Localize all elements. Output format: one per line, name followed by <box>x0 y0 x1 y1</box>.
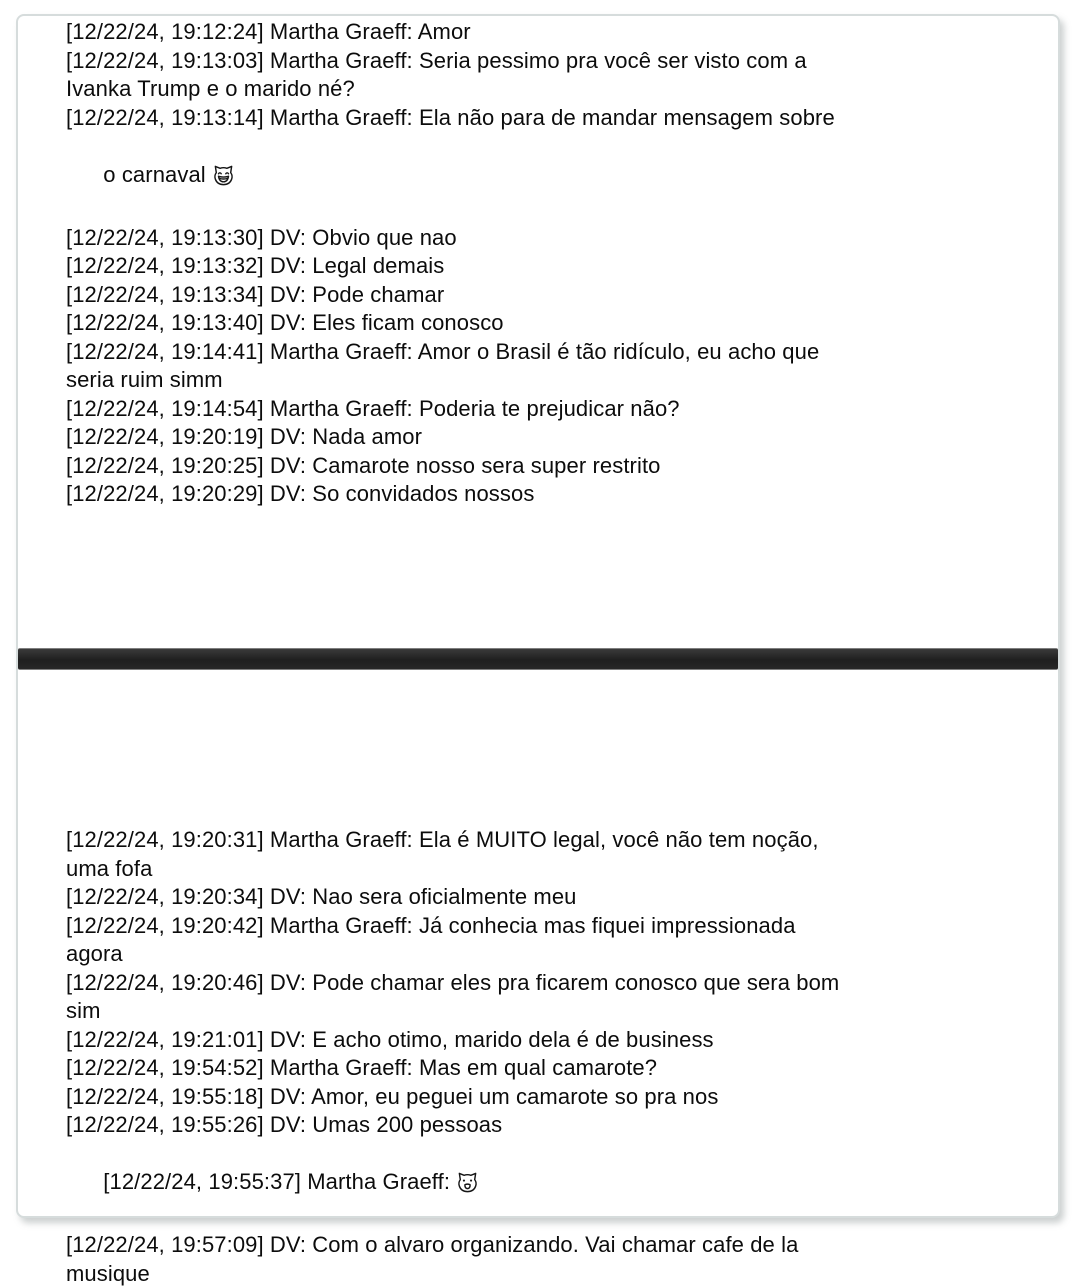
chat-line: [12/22/24, 19:20:29] DV: So convidados nossos <box>66 480 1028 509</box>
chat-line: [12/22/24, 19:55:26] DV: Umas 200 pessoas <box>66 1111 1028 1140</box>
chat-line <box>66 132 1028 218</box>
chat-line: [12/22/24, 19:12:24] Martha Graeff: Amor <box>66 18 1028 47</box>
weary-cat-emoji-icon <box>456 1171 479 1194</box>
page-break-separator <box>18 648 1058 670</box>
chat-transcript-page-1 <box>66 18 1028 509</box>
chat-line-text: [12/22/24, 19:55:37] Martha Graeff: <box>103 1169 450 1194</box>
chat-line: [12/22/24, 19:20:46] DV: Pode chamar eles pra ficarem conosco que sera bom <box>66 969 1028 998</box>
chat-line: [12/22/24, 19:20:31] Martha Graeff: Ela é MUITO legal, você não tem noção, <box>66 826 1028 855</box>
chat-line: [12/22/24, 19:55:18] DV: Amor, eu peguei um camarote so pra nos <box>66 1083 1028 1112</box>
chat-line: [12/22/24, 19:21:01] DV: E acho otimo, marido dela é de business <box>66 1026 1028 1055</box>
chat-line: [12/22/24, 19:13:14] Martha Graeff: Ela não para de mandar mensagem sobre <box>66 104 1028 133</box>
chat-line: agora <box>66 940 1028 969</box>
chat-line: uma fofa <box>66 855 1028 884</box>
chat-line: seria ruim simm <box>66 366 1028 395</box>
chat-line: [12/22/24, 19:13:32] DV: Legal demais <box>66 252 1028 281</box>
chat-line: [12/22/24, 19:14:41] Martha Graeff: Amor o Brasil é tão ridículo, eu acho que <box>66 338 1028 367</box>
chat-line: [12/22/24, 19:57:09] DV: Com o alvaro organizando. Vai chamar cafe de la <box>66 1231 1028 1260</box>
chat-line: [12/22/24, 19:20:25] DV: Camarote nosso sera super restrito <box>66 452 1028 481</box>
chat-line: Ivanka Trump e o marido né? <box>66 75 1028 104</box>
chat-transcript-page-2 <box>66 826 1028 1288</box>
chat-line: [12/22/24, 19:20:34] DV: Nao sera oficialmente meu <box>66 883 1028 912</box>
chat-line: [12/22/24, 19:13:40] DV: Eles ficam conosco <box>66 309 1028 338</box>
document-viewer-panel <box>16 14 1060 1218</box>
chat-line-text: o carnaval <box>103 162 206 187</box>
chat-line: [12/22/24, 19:13:30] DV: Obvio que nao <box>66 224 1028 253</box>
chat-line: [12/22/24, 19:54:52] Martha Graeff: Mas em qual camarote? <box>66 1054 1028 1083</box>
chat-line: [12/22/24, 19:13:03] Martha Graeff: Seria pessimo pra você ser visto com a <box>66 47 1028 76</box>
chat-line: musique <box>66 1260 1028 1288</box>
chat-line: [12/22/24, 19:20:19] DV: Nada amor <box>66 423 1028 452</box>
chat-line: [12/22/24, 19:13:34] DV: Pode chamar <box>66 281 1028 310</box>
chat-line <box>66 1140 1028 1226</box>
cat-with-tears-of-joy-emoji-icon <box>212 164 235 187</box>
chat-line: [12/22/24, 19:14:54] Martha Graeff: Poderia te prejudicar não? <box>66 395 1028 424</box>
chat-line: [12/22/24, 19:20:42] Martha Graeff: Já conhecia mas fiquei impressionada <box>66 912 1028 941</box>
chat-line: sim <box>66 997 1028 1026</box>
